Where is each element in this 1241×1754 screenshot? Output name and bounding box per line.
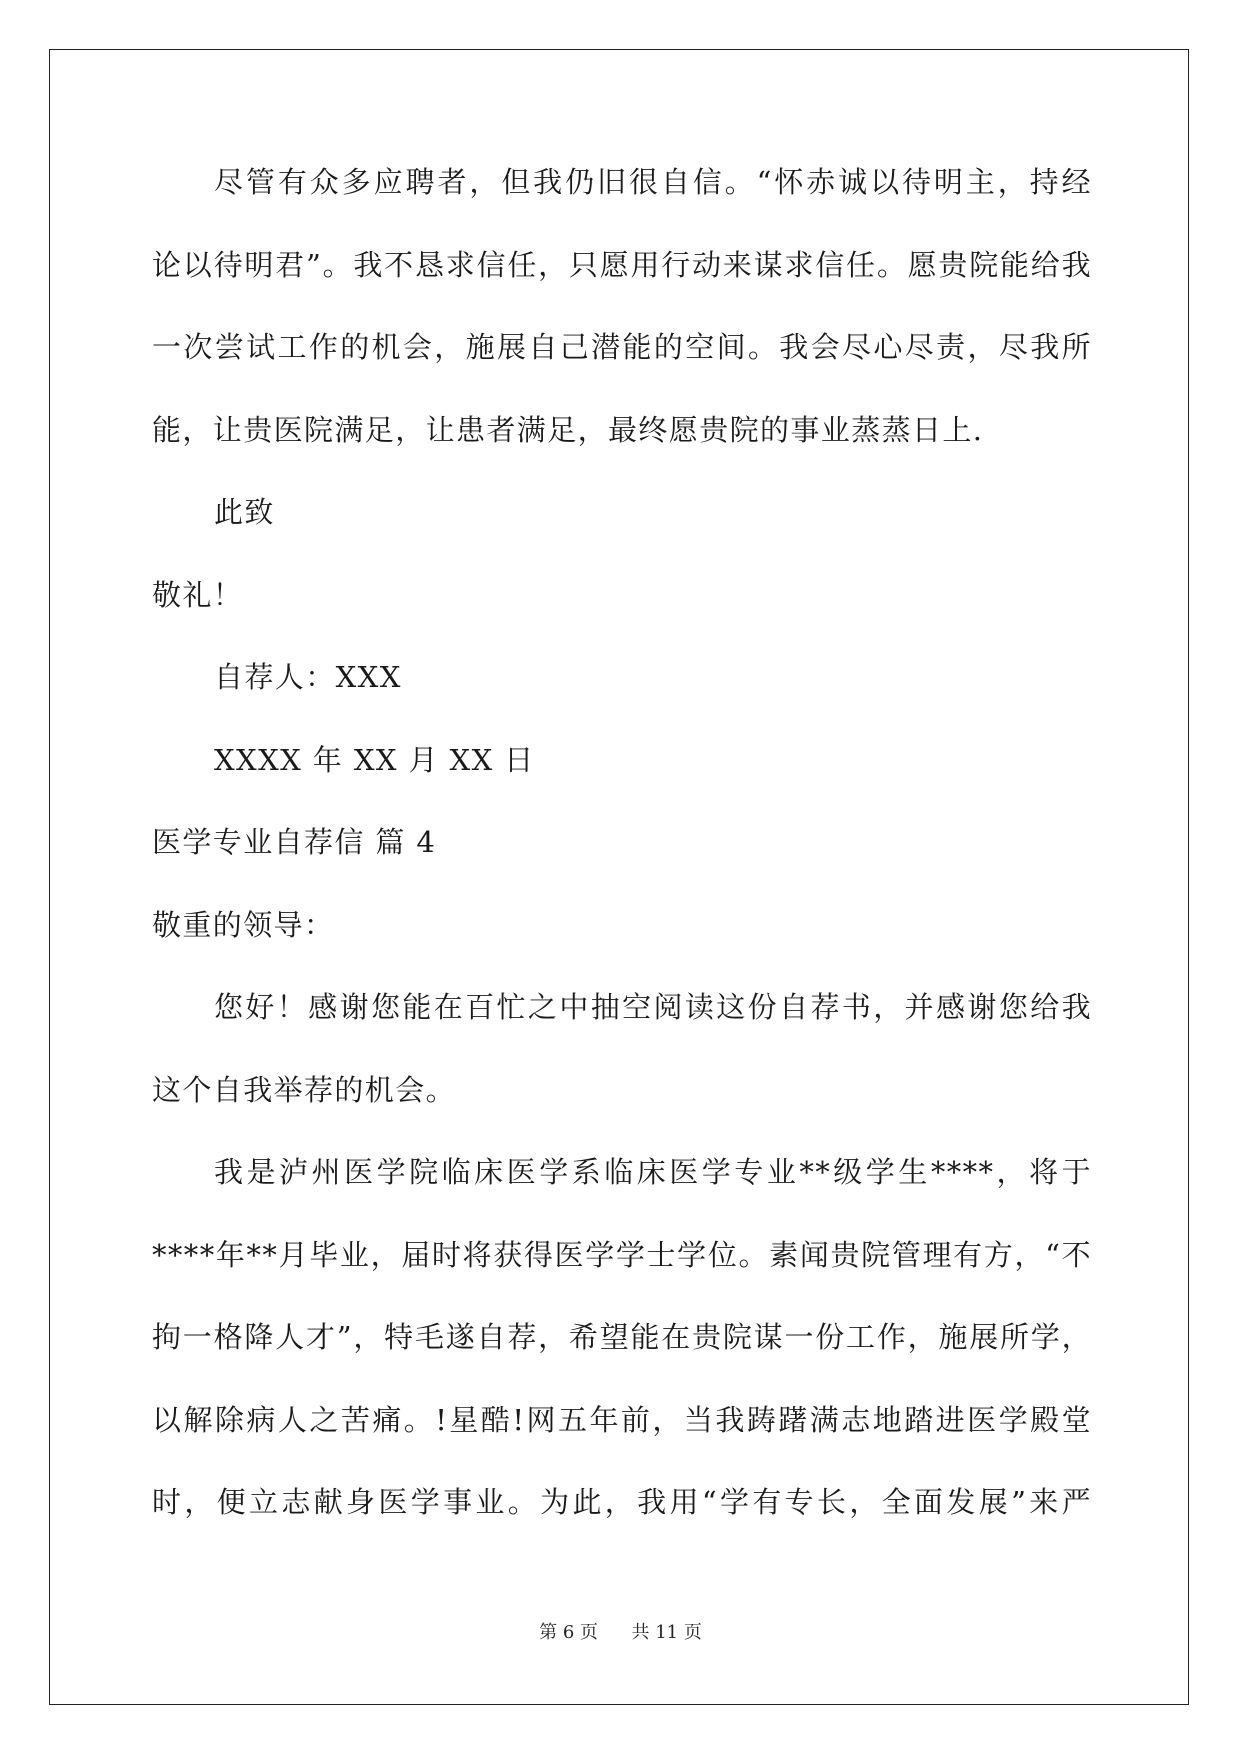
paragraph-line: ****年**月毕业，届时将获得医学学士学位。素闻贵院管理有方，“不	[152, 1237, 1092, 1272]
paragraph-line: 拘一格降人才”，特毛遂自荐，希望能在贵院谋一份工作，施展所学，	[152, 1320, 1092, 1354]
paragraph-line: 能，让贵医院满足，让患者满足，最终愿贵院的事业蒸蒸日上.	[152, 412, 984, 447]
paragraph-line: 我是泸州医学院临床医学系临床医学专业**级学生****，将于	[214, 1155, 1092, 1189]
paragraph-line: 您好！感谢您能在百忙之中抽空阅读这份自荐书，并感谢您给我	[214, 990, 1092, 1024]
section-heading: 医学专业自荐信 篇 4	[152, 825, 437, 859]
paragraph-line: 尽管有众多应聘者，但我仍旧很自信。“怀赤诚以待明主，持经	[214, 165, 1092, 199]
closing-salutation: 此致	[214, 495, 275, 529]
signature-line: 自荐人：XXX	[214, 660, 402, 694]
paragraph-line: 以解除病人之苦痛。!星酷!网五年前，当我踌躇满志地踏进医学殿堂	[152, 1402, 1092, 1437]
page-footer	[0, 1618, 1241, 1644]
paragraph-line: 这个自我举荐的机会。	[152, 1072, 457, 1107]
page-total: 共 11 页	[631, 1622, 702, 1643]
paragraph-line: 一次尝试工作的机会，施展自己潜能的空间。我会尽心尽责，尽我所	[152, 330, 1092, 364]
closing-regards: 敬礼！	[152, 577, 244, 612]
paragraph-line: 时，便立志献身医学事业。为此，我用“学有专长，全面发展”来严	[152, 1485, 1092, 1519]
greeting: 敬重的领导：	[152, 907, 335, 942]
document-body	[152, 162, 1092, 1565]
paragraph-line: 论以待明君”。我不恳求信任，只愿用行动来谋求信任。愿贵院能给我	[152, 247, 1092, 282]
date-line: XXXX 年 XX 月 XX 日	[214, 742, 535, 777]
page-number: 第 6 页	[539, 1622, 599, 1643]
